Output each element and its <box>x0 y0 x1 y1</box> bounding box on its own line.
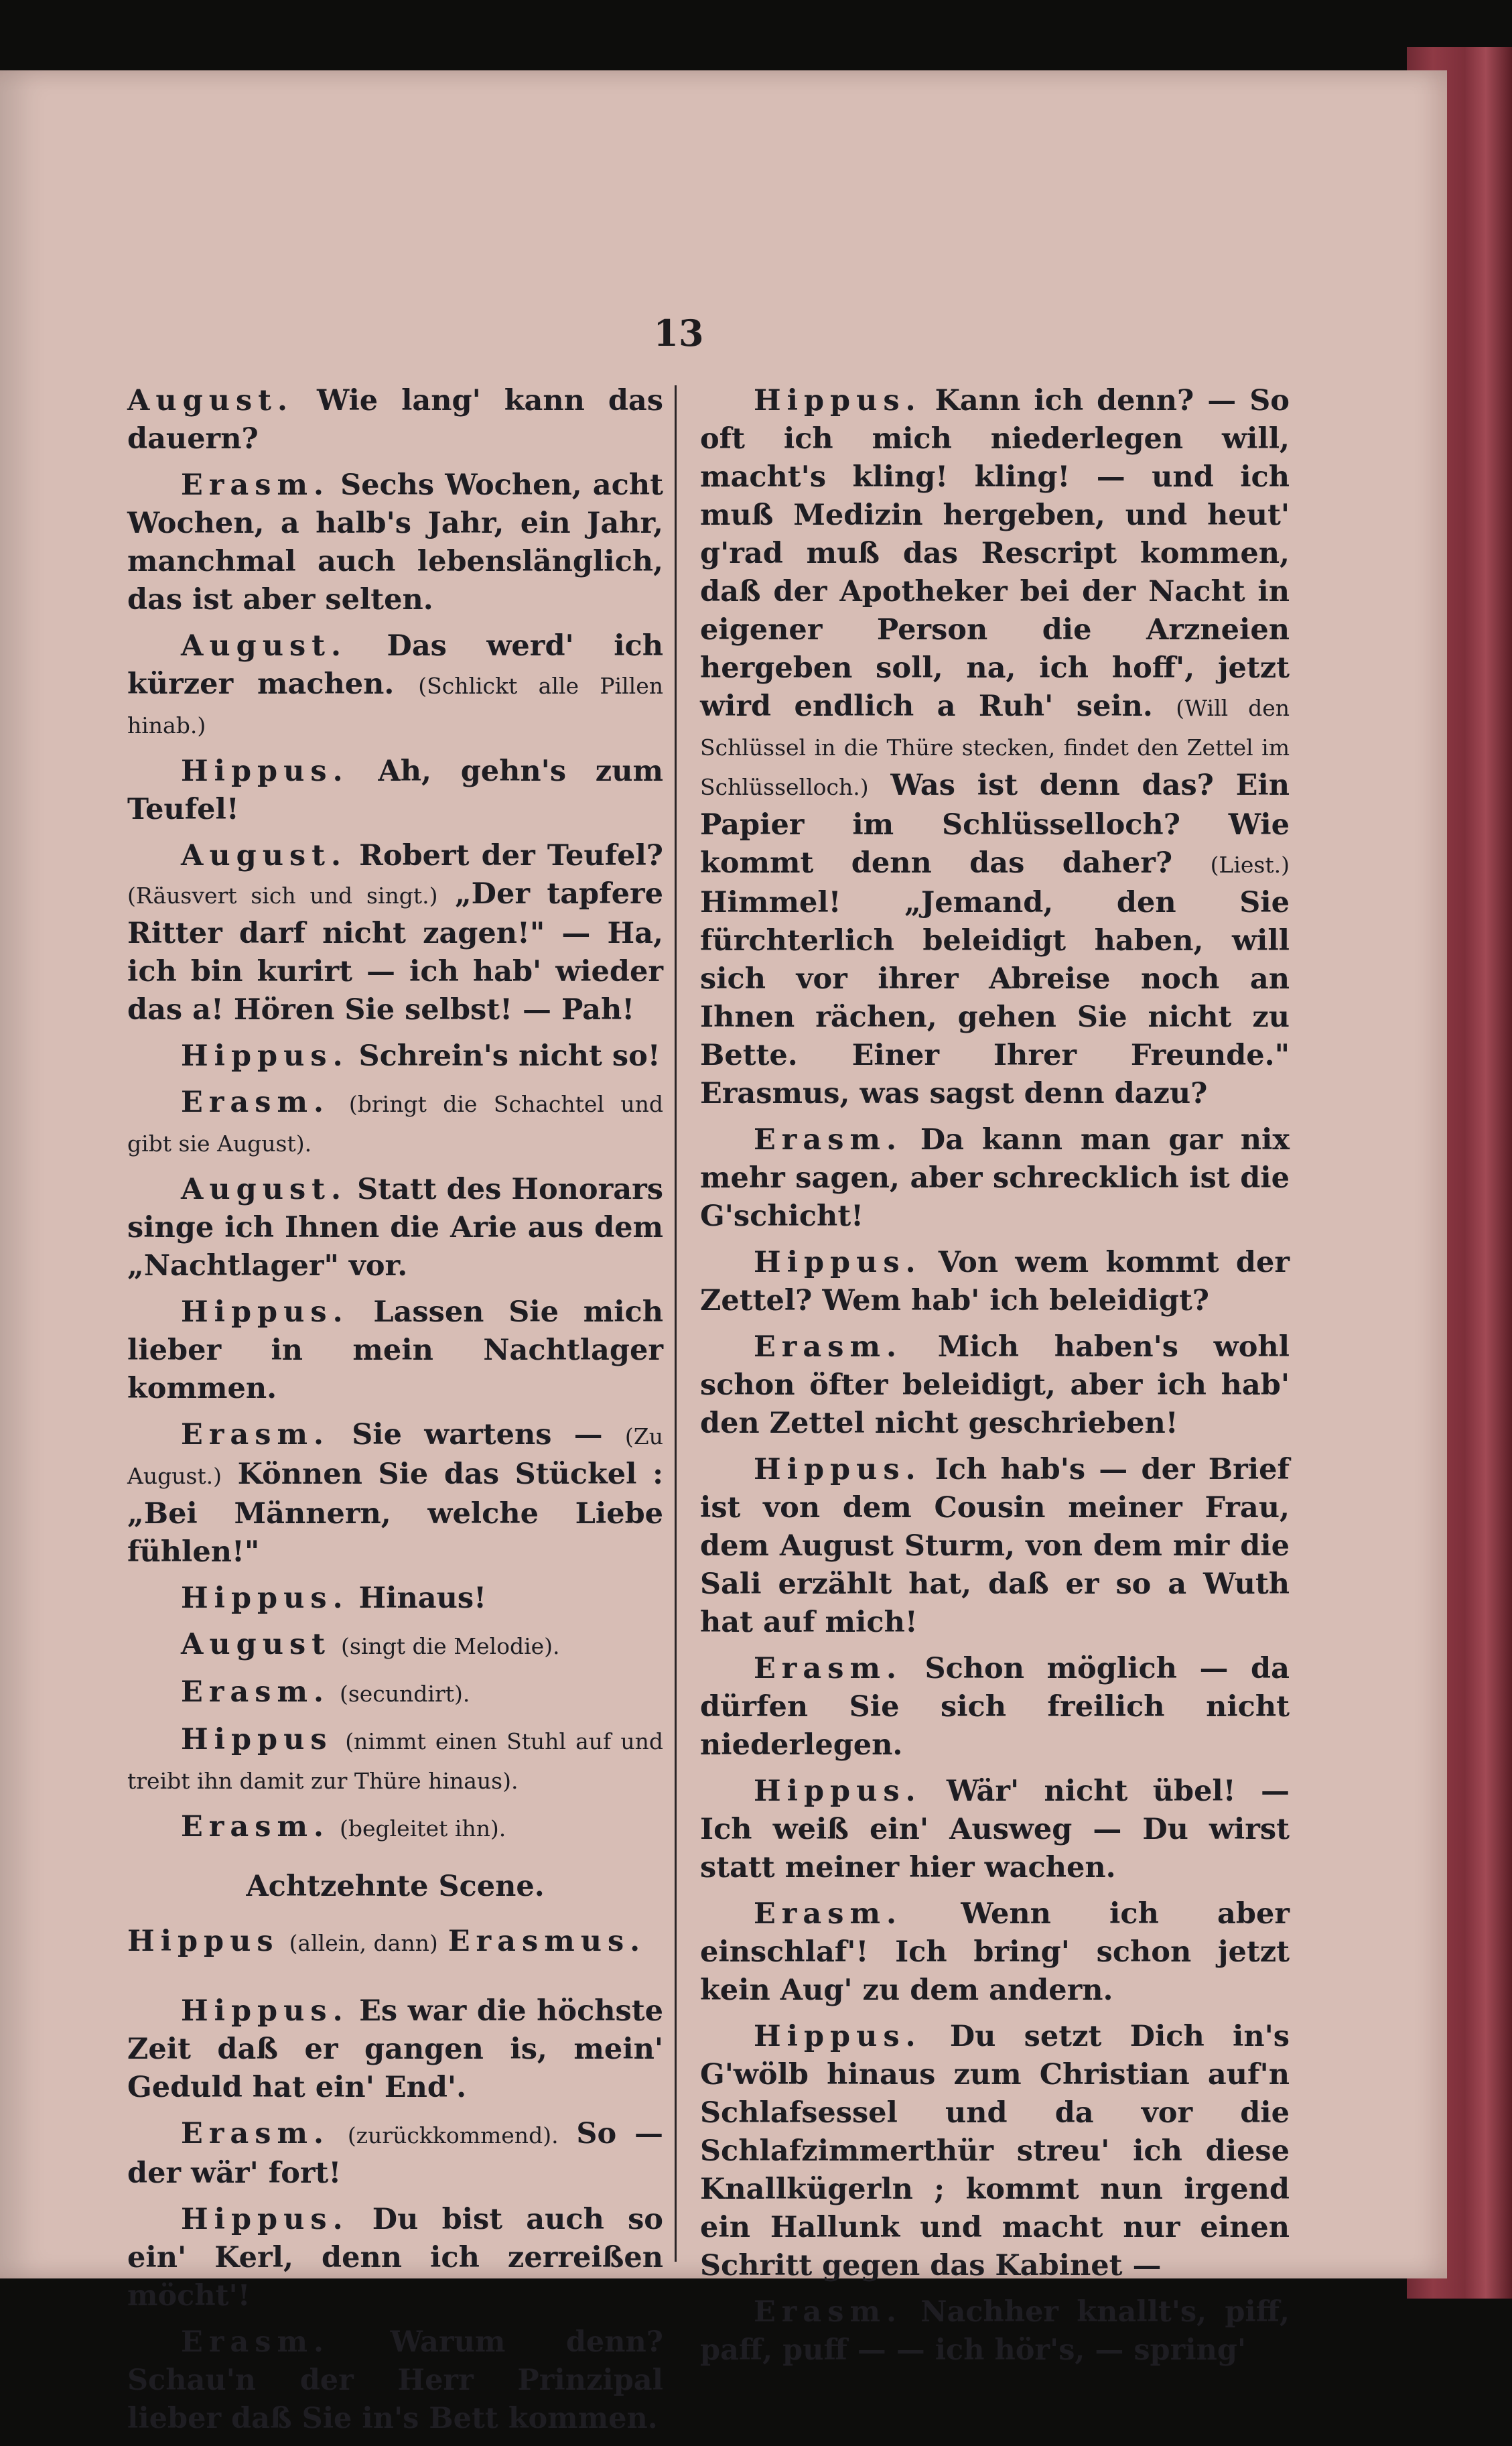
dialogue-text: Mich haben's wohl schon öfter beleidigt, aber ich hab' den Zettel nicht geschrieben! <box>700 1330 1290 1440</box>
dialogue-text: So — der wär' fort! <box>127 2117 663 2190</box>
dialogue-text: Schrein's nicht so! <box>358 1039 661 1073</box>
speaker-name: August <box>181 1628 332 1661</box>
dialogue-line <box>127 466 663 619</box>
dialogue-line <box>127 1580 663 1618</box>
dialogue-text: Warum denn? Schau'n der Herr Prinzipal lieber daß Sie in's Bett kommen. <box>127 2325 663 2435</box>
speaker-name: August. <box>127 384 293 417</box>
dialogue-line <box>127 1171 663 1285</box>
dialogue-line <box>127 1626 663 1665</box>
speaker-name: Erasm. <box>754 2295 902 2329</box>
cast-name: Hippus <box>127 1925 279 1958</box>
dialogue-line <box>127 753 663 829</box>
dialogue-text: Wenn ich aber einschlaf'! Ich bring' schon jetzt kein Aug' zu dem andern. <box>700 1897 1290 2007</box>
dialogue-text: Von wem kommt der Zettel? Wem hab' ich beleidigt? <box>700 1246 1290 1317</box>
speaker-name: Hippus. <box>754 2020 922 2053</box>
dialogue-text: Es war die höchste Zeit daß er gangen is, mein' Geduld hat ein' End'. <box>127 1994 663 2104</box>
dialogue-line <box>700 1328 1290 1443</box>
dialogue-text: Ich hab's — der Brief ist von dem Cousin meiner Frau, dem August Sturm, von dem mir die Sali erzählt hat, daß er so a Wuth hat auf mich! <box>700 1453 1290 1639</box>
dialogue-line <box>127 627 663 745</box>
right-column <box>700 382 1290 2378</box>
stage-direction: (Will den Schlüssel in die Thüre stecken, findet den Zettel im Schlüsselloch.) <box>700 695 1290 800</box>
dialogue-text: Ah, gehn's zum Teufel! <box>127 755 663 826</box>
dialogue-text: Wär' nicht übel! — Ich weiß ein' Ausweg — Du wirst statt meiner hier wachen. <box>700 1775 1290 1884</box>
speaker-name: Hippus. <box>181 755 349 788</box>
stage-direction: (Schlickt alle Pillen hinab.) <box>127 673 663 738</box>
column-divider <box>675 385 677 2262</box>
left-column <box>127 382 663 2446</box>
dialogue-line <box>127 1084 663 1163</box>
speaker-name: Erasm. <box>181 1675 330 1709</box>
dialogue-text: Schon möglich — da dürfen Sie sich freilich nicht niederlegen. <box>700 1652 1290 1762</box>
speaker-name: Hippus. <box>181 1039 349 1073</box>
speaker-name: August. <box>181 629 347 663</box>
book-page <box>0 70 1447 2435</box>
speaker-name: Erasm. <box>181 2325 330 2359</box>
dialogue-line <box>127 1992 663 2107</box>
dialogue-text: Können Sie das Stückel : „Bei Männern, welche Liebe fühlen!" <box>127 1458 663 1569</box>
dialogue-line <box>700 2018 1290 2285</box>
speaker-name: Erasm. <box>754 1123 902 1157</box>
speaker-name: Hippus. <box>181 1295 349 1329</box>
speaker-name: Erasm. <box>181 1810 330 1844</box>
dialogue-line <box>700 382 1290 1113</box>
dialogue-line <box>127 1808 663 1848</box>
speaker-name: Hippus. <box>181 1994 349 2028</box>
dialogue-text: Wie lang' kann das dauern? <box>127 384 663 456</box>
stage-direction: (allein, dann) <box>289 1930 438 1956</box>
dialogue-text: Sechs Wochen, acht Wochen, a halb's Jahr, ein Jahr, manchmal auch lebenslänglich, das ist aber selten. <box>127 468 663 617</box>
dialogue-line <box>127 2115 663 2193</box>
page-number: 13 <box>653 312 704 355</box>
dialogue-line <box>700 1895 1290 2010</box>
dialogue-line <box>700 1650 1290 1764</box>
dialogue-line <box>127 1416 663 1571</box>
dialogue-text: Du setzt Dich in's G'wölb hinaus zum Christian auf'n Schlafsessel und da vor die Schlafzimmerthür streu' ich diese Knallkügerln ; kommt nun irgend ein Hallunk und macht nur einen Schritt gegen das Kabinet — <box>700 2020 1290 2282</box>
dialogue-text: Hinaus! <box>358 1582 486 1615</box>
dialogue-text: „Der tapfere Ritter darf nicht zagen!" — Ha, ich bin kurirt — ich hab' wieder das a! Hören Sie selbst! — Pah! <box>127 877 663 1027</box>
dialogue-line <box>127 1293 663 1408</box>
speaker-name: Hippus <box>181 1723 333 1756</box>
cast-name: Erasmus. <box>448 1925 646 1958</box>
stage-direction: (secundirt). <box>339 1681 470 1707</box>
speaker-name: August. <box>181 839 347 873</box>
speaker-name: Erasm. <box>754 1330 902 1364</box>
scene-cast <box>127 1923 663 1962</box>
dialogue-line <box>700 1121 1290 1236</box>
speaker-name: Hippus. <box>754 1775 922 1808</box>
scene-title: Achtzehnte Scene. <box>246 1870 545 1903</box>
dialogue-text: Himmel! „Jemand, den Sie fürchterlich beleidigt haben, will sich vor ihrer Abreise noch an Ihnen rächen, gehen Sie nicht zu Bette. Einer Ihrer Freunde." Erasmus, was sagst denn dazu? <box>700 886 1290 1110</box>
dialogue-text: Statt des Honorars singe ich Ihnen die Arie aus dem „Nachtlager" vor. <box>127 1173 663 1283</box>
stage-direction: (Liest.) <box>1210 852 1290 878</box>
stage-direction: (Räusvert sich und singt.) <box>127 883 438 909</box>
dialogue-text: Lassen Sie mich lieber in mein Nachtlager kommen. <box>127 1295 663 1405</box>
dialogue-line <box>127 1673 663 1713</box>
stage-direction: (begleitet ihn). <box>339 1815 506 1842</box>
dialogue-text: Kann ich denn? — So oft ich mich niederlegen will, macht's kling! kling! — und ich muß Medizin hergeben, und heut' g'rad muß das Rescript kommen, daß der Apotheker bei der Nacht in eigener Person die Arzneien hergeben soll, na, ich hoff', jetzt wird endlich a Ruh' sein. <box>700 384 1290 723</box>
speaker-name: Erasm. <box>754 1652 902 1685</box>
dialogue-line <box>700 1451 1290 1642</box>
stage-direction: (Zu August.) <box>127 1423 663 1489</box>
dialogue-line <box>700 2293 1290 2370</box>
dialogue-line <box>127 1721 663 1800</box>
dialogue-line <box>127 2323 663 2438</box>
dialogue-text: Nachher knallt's, piff, paff, puff — — ich hör's, — spring' <box>700 2295 1290 2367</box>
speaker-name: Erasm. <box>754 1897 902 1931</box>
speaker-name: Erasm. <box>181 468 330 502</box>
dialogue-text: Du bist auch so ein' Kerl, denn ich zerreißen möcht'! <box>127 2203 663 2313</box>
dialogue-line <box>700 1773 1290 1887</box>
speaker-name: Hippus. <box>754 384 922 417</box>
speaker-name: Hippus. <box>754 1453 922 1486</box>
dialogue-line <box>127 1037 663 1076</box>
dialogue-text: Da kann man gar nix mehr sagen, aber schrecklich ist die G'schicht! <box>700 1123 1290 1233</box>
speaker-name: Hippus. <box>754 1246 922 1279</box>
stage-direction: (bringt die Schachtel und gibt sie August). <box>127 1091 663 1157</box>
speaker-name: Hippus. <box>181 2203 349 2236</box>
speaker-name: Erasm. <box>181 1418 330 1452</box>
dialogue-line <box>127 837 663 1029</box>
dialogue-text: Robert der Teufel? <box>359 839 663 873</box>
dialogue-line <box>127 2201 663 2315</box>
dialogue-text: Sie wartens — <box>352 1418 603 1452</box>
dialogue-line <box>700 1244 1290 1320</box>
speaker-name: Erasm. <box>181 1086 330 1119</box>
speaker-name: Hippus. <box>181 1582 349 1615</box>
dialogue-text: Was ist denn das? Ein Papier im Schlüsselloch? Wie kommt denn das daher? <box>700 769 1290 880</box>
dialogue-line <box>127 382 663 458</box>
speaker-name: Erasm. <box>181 2117 330 2150</box>
stage-direction: (zurückkommend). <box>347 2122 559 2148</box>
stage-direction: (nimmt einen Stuhl auf und treibt ihn damit zur Thüre hinaus). <box>127 1728 663 1794</box>
dialogue-text: Das werd' ich kürzer machen. <box>127 629 663 701</box>
stage-direction: (singt die Melodie). <box>341 1633 560 1659</box>
speaker-name: August. <box>181 1173 347 1206</box>
